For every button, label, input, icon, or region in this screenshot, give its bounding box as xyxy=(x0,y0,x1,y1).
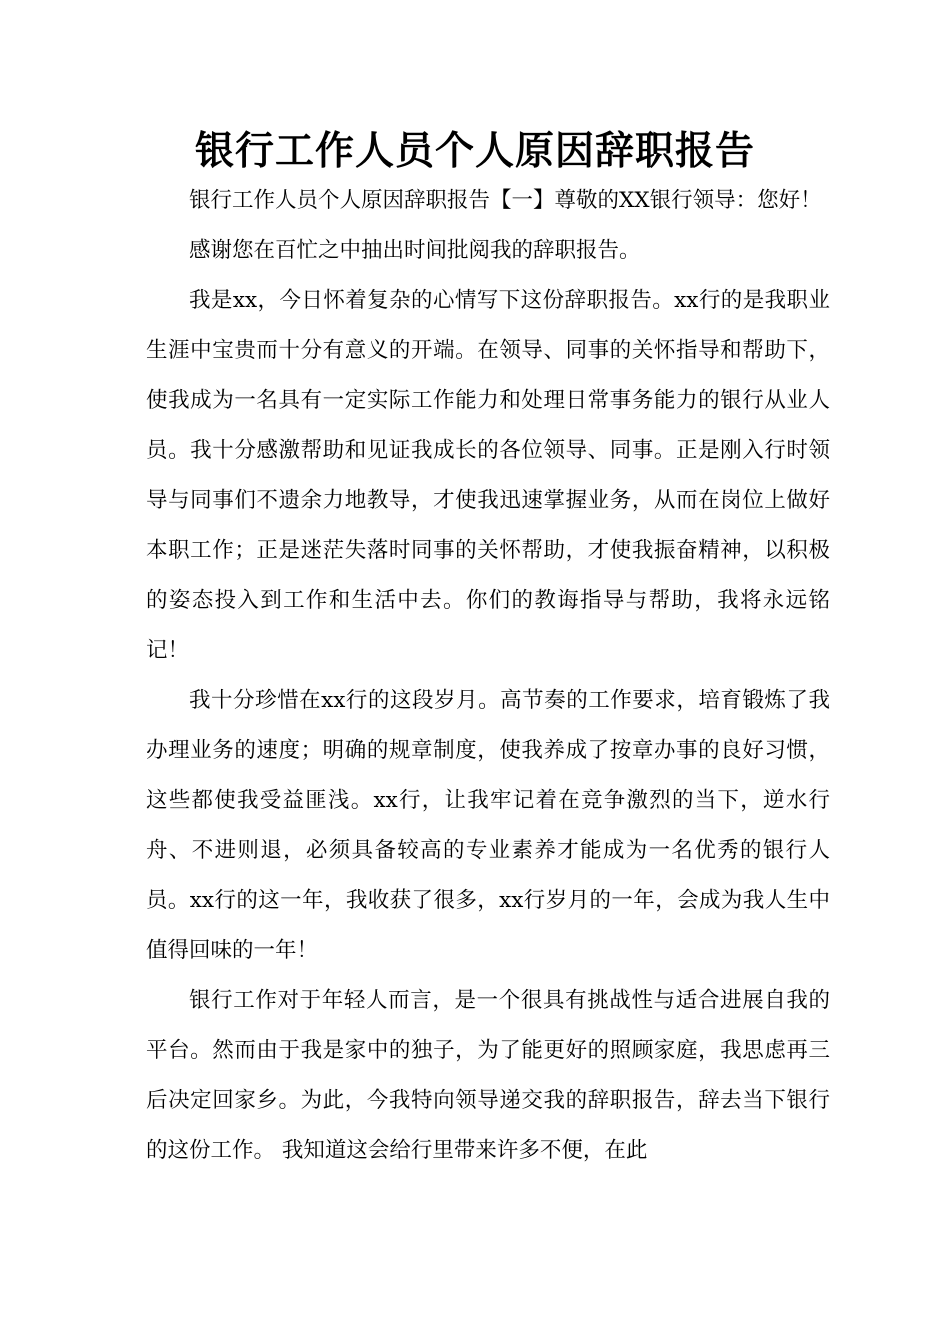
paragraph-experience: 我十分珍惜在xx行的这段岁月。高节奏的工作要求，培育锻炼了我办理业务的速度；明确的规章制度，使我养成了按章办事的良好习惯，这些都使我受益匪浅。xx行，让我牢记着在竞争激烈的当下，逆水行舟、不进则退，必须具备较高的专业素养才能成为一名优秀的银行人员。xx行的这一年，我收获了很多，xx行岁月的一年，会成为我人生中值得回味的一年！ xyxy=(146,688,830,963)
document-body xyxy=(146,176,830,1176)
paragraph-thanks: 感谢您在百忙之中抽出时间批阅我的辞职报告。 xyxy=(189,238,641,263)
document-title: 银行工作人员个人原因辞职报告 xyxy=(194,129,755,174)
paragraph-greeting: 银行工作人员个人原因辞职报告【一】尊敬的XX银行领导：您好！ xyxy=(189,188,822,213)
paragraph-reason: 银行工作对于年轻人而言，是一个很具有挑战性与适合进展自我的平台。然而由于我是家中的独子，为了能更好的照顾家庭，我思虑再三后决定回家乡。为此，今我特向领导递交我的辞职报告，辞去当下银行的这份工作。 我知道这会给行里带来许多不便，在此 xyxy=(146,988,830,1163)
paragraph-introduction: 我是xx，今日怀着复杂的心情写下这份辞职报告。xx行的是我职业生涯中宝贵而十分有意义的开端。在领导、同事的关怀指导和帮助下，使我成为一名具有一定实际工作能力和处理日常事务能力的银行从业人员。我十分感激帮助和见证我成长的各位领导、同事。正是刚入行时领导与同事们不遗余力地教导，才使我迅速掌握业务，从而在岗位上做好本职工作；正是迷茫失落时同事的关怀帮助，才使我振奋精神，以积极的姿态投入到工作和生活中去。你们的教诲指导与帮助，我将永远铭记！ xyxy=(146,288,830,663)
